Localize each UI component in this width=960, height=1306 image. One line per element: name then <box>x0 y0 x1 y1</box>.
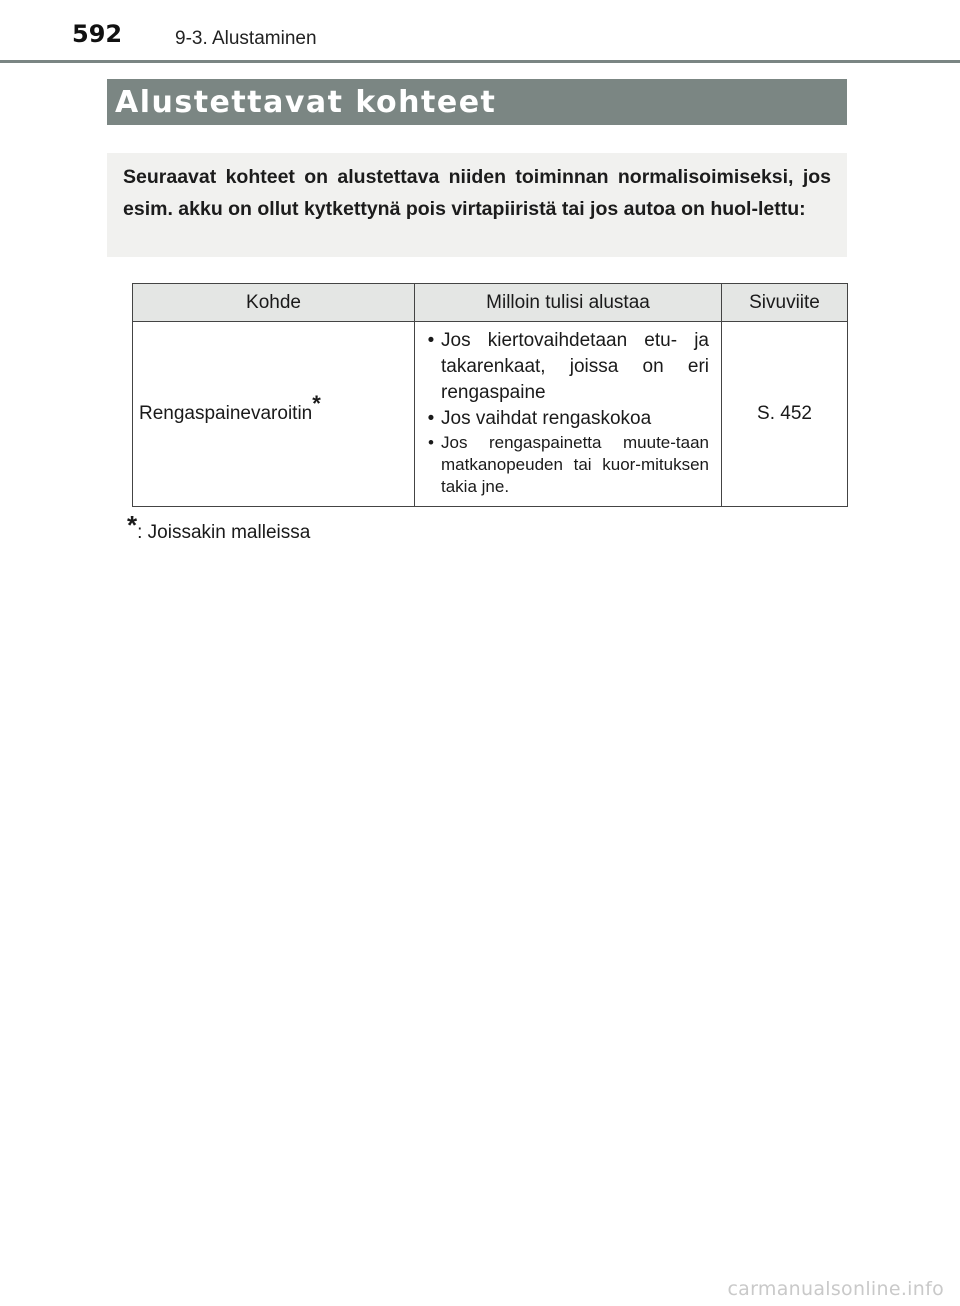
list-item-text: Jos vaihdat rengaskokoa <box>441 408 652 429</box>
column-header-item: Kohde <box>133 284 415 322</box>
intro-box <box>107 153 847 257</box>
when-list <box>421 328 709 498</box>
bullet-icon: • <box>427 330 435 351</box>
items-table <box>132 283 848 507</box>
page-number: 592 <box>72 20 123 48</box>
page-title: Alustettavat kohteet <box>115 85 497 120</box>
bullet-icon: • <box>427 408 435 429</box>
table-header-row <box>133 284 848 322</box>
list-item-text: Jos rengaspainetta muute-taan matkanopeuden tai kuor-mituksen takia jne. <box>441 433 709 496</box>
item-asterisk: * <box>312 391 321 416</box>
footnote <box>127 510 311 544</box>
watermark: carmanualsonline.info <box>727 1278 944 1300</box>
title-bar <box>107 79 847 125</box>
list-item <box>421 406 709 432</box>
column-header-reference: Sivuviite <box>722 284 848 322</box>
page-header <box>0 0 960 64</box>
header-divider <box>0 60 960 63</box>
bullet-icon: • <box>428 433 434 452</box>
footnote-text: : Joissakin malleissa <box>137 522 311 543</box>
list-item-text: Jos kiertovaihdetaan etu- ja takarenkaat, joissa on eri rengaspaine <box>441 330 709 403</box>
column-header-when: Milloin tulisi alustaa <box>415 284 722 322</box>
footnote-asterisk: * <box>127 510 138 540</box>
item-name: Rengaspainevaroitin <box>139 403 313 424</box>
list-item <box>421 328 709 406</box>
section-title: 9-3. Alustaminen <box>175 28 317 49</box>
intro-text: Seuraavat kohteet on alustettava niiden toiminnan normalisoimiseksi, jos esim. akku on ollut kytkettynä pois virtapiiristä tai jos autoa on huol-lettu: <box>123 166 831 220</box>
reference-cell: S. 452 <box>722 322 848 507</box>
list-item <box>421 432 709 498</box>
when-cell <box>415 322 722 507</box>
item-cell <box>133 322 415 507</box>
table-row <box>133 322 848 507</box>
